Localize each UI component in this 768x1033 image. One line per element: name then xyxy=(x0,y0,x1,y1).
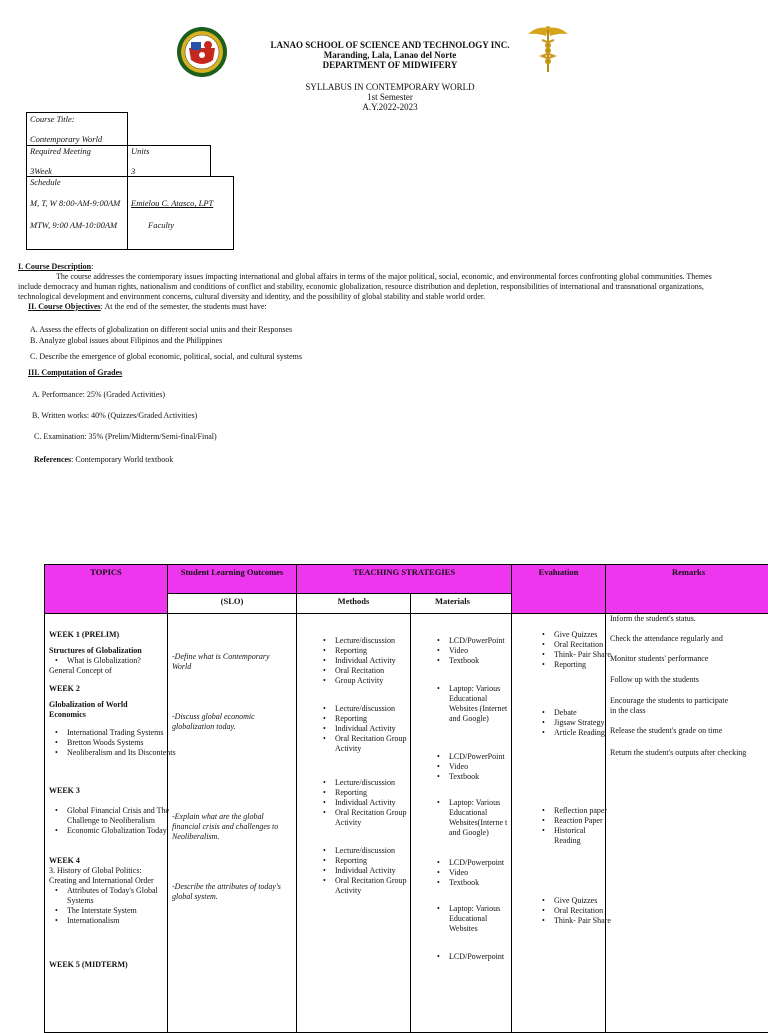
header-remarks: Remarks xyxy=(605,564,768,614)
week-4-subtitle: 3. History of Global Politics: Creating and International Order xyxy=(49,866,154,885)
remark-6: Release the student's grade on time xyxy=(610,726,723,735)
week-2-subtitle: Globalization of World Economics xyxy=(49,700,128,719)
list-item: • What is Globalization? xyxy=(67,656,183,666)
grade-performance: A. Performance: 25% (Graded Activities) xyxy=(32,390,166,399)
references: References: Contemporary World textbook xyxy=(34,455,174,464)
units-value: 3 xyxy=(131,166,136,176)
list-item: • Individual Activity xyxy=(335,866,427,876)
list-item: • Reflection paper xyxy=(554,806,614,816)
list-item: • Oral Recitation Group Activity xyxy=(335,808,427,828)
list-item: • LCD/Powerpoint xyxy=(449,858,529,868)
list-item: • Textbook xyxy=(449,878,529,888)
list-item: • Give Quizzes xyxy=(554,630,620,640)
list-item: • Historical Reading xyxy=(554,826,614,846)
list-item: • Video xyxy=(449,868,529,878)
list-item: • Laptop: Various Educational Websites xyxy=(449,904,515,934)
list-item: • Reporting xyxy=(335,788,427,798)
list-item: • Individual Activity xyxy=(335,656,427,666)
week-1-subtitle: Structures of Globalization xyxy=(49,646,142,655)
school-address: Maranding, Lala, Lanao del Norte xyxy=(323,50,457,60)
header-topics: TOPICS xyxy=(44,564,168,614)
materials-week-1b xyxy=(431,684,515,724)
week-3-list xyxy=(49,806,181,836)
list-item: • Debate xyxy=(554,708,620,718)
grades-heading: III. Computation of Grades xyxy=(28,368,123,377)
list-item: • Video xyxy=(449,646,529,656)
evaluation-cell xyxy=(511,613,611,1033)
topics-cell xyxy=(44,613,176,1033)
schedule-box xyxy=(26,176,128,250)
evaluation-week-3 xyxy=(536,806,614,846)
list-item: • Reporting xyxy=(554,660,620,670)
week-1-list xyxy=(49,656,183,666)
header-slo: Student Learning Outcomes xyxy=(167,564,297,594)
methods-cell xyxy=(296,613,411,1033)
schedule-label: Schedule xyxy=(30,177,61,187)
remark-2: Check the attendance regularly and xyxy=(610,634,723,643)
slo-week-1: -Define what is Contemporary World xyxy=(172,652,270,671)
grade-written: B. Written works: 40% (Quizzes/Graded Activities) xyxy=(32,411,198,420)
list-item: • Lecture/discussion xyxy=(335,704,427,714)
objective-a: A. Assess the effects of globalization on different social units and their Responses xyxy=(30,325,293,334)
units-box xyxy=(127,145,211,177)
course-title-value: Contemporary World xyxy=(30,134,103,144)
header-methods: Methods xyxy=(296,593,411,614)
required-meeting-label: Required Meeting xyxy=(30,146,91,156)
week-4-label: WEEK 4 xyxy=(49,856,80,865)
week-1-label: WEEK 1 (PRELIM) xyxy=(49,630,120,639)
schedule-2: MTW, 9:00 AM-10:00AM xyxy=(30,220,118,230)
week-4-list xyxy=(49,886,179,926)
header-evaluation: Evaluation xyxy=(511,564,606,614)
remarks-cell xyxy=(605,613,768,1033)
list-item: • Economic Globalization Today xyxy=(67,826,181,836)
list-item: • The Interstate System xyxy=(67,906,179,916)
list-item: • Reaction Paper xyxy=(554,816,614,826)
list-item: • Think- Pair Share xyxy=(554,650,620,660)
list-item: • Article Reading xyxy=(554,728,620,738)
required-meeting-value: 3Week xyxy=(30,166,52,176)
list-item: • Lecture/discussion xyxy=(335,778,427,788)
instructor-box xyxy=(127,176,234,250)
instructor-role: Faculty xyxy=(148,220,174,230)
list-item: • Oral Recitation xyxy=(554,906,620,916)
week-2-list xyxy=(49,728,179,758)
list-item: • Internationalism xyxy=(67,916,179,926)
header-teaching-strategies: TEACHING STRATEGIES xyxy=(296,564,512,594)
instructor-name: Emielou C. Atasco, LPT xyxy=(131,198,214,208)
list-item: • Reporting xyxy=(335,646,427,656)
list-item: • Bretton Woods Systems xyxy=(67,738,179,748)
units-label: Units xyxy=(131,146,150,156)
list-item: • International Trading Systems xyxy=(67,728,179,738)
remark-7: Return the student's outputs after checking xyxy=(610,748,747,757)
slo-week-3: -Explain what are the global financial crisis and challenges to Neoliberalism. xyxy=(172,812,279,841)
header-materials: Materials xyxy=(410,593,512,614)
list-item: • Laptop: Various Educational Websites(Interne t and Google) xyxy=(449,798,513,838)
list-item: • LCD/PowerPoint xyxy=(449,636,529,646)
week-5-label: WEEK 5 (MIDTERM) xyxy=(49,960,128,969)
materials-week-3b xyxy=(431,904,515,934)
list-item: • Neoliberalism and Its Discontents xyxy=(67,748,179,758)
list-item: • Reporting xyxy=(335,714,427,724)
school-name: LANAO SCHOOL OF SCIENCE AND TECHNOLOGY INC. xyxy=(270,40,510,50)
remark-3: Monitor students' performance xyxy=(610,654,709,663)
semester: 1st Semester xyxy=(367,92,413,102)
list-item: • Oral Recitation Group Activity xyxy=(335,876,427,896)
department-name: DEPARTMENT OF MIDWIFERY xyxy=(322,60,458,70)
list-item: • Attributes of Today's Global Systems xyxy=(67,886,179,906)
schedule-1: M, T, W 8:00-AM-9:00AM xyxy=(30,198,121,208)
slo-cell xyxy=(167,613,297,1033)
description-heading: I. Course Description xyxy=(18,262,92,271)
slo-week-4: -Describe the attributes of today's global system. xyxy=(172,882,281,901)
week-1-concept: General Concept of xyxy=(49,666,112,675)
list-item: • Individual Activity xyxy=(335,798,427,808)
description-text: The course addresses the contemporary issues impacting international and global affairs in terms of the major political, social, economic, and environmental forces confronting global communities. Themes include democracy and human rights, nationalism and conditions of conflict and stability, economic globalization, resource distribution and depletion, responsibilities of international and transnational organizations, technological development and environment concerns, cultural diversity and identity, and the possibility of global stability and stable world order. xyxy=(18,272,712,301)
academic-year: A.Y.2022-2023 xyxy=(362,102,418,112)
list-item: • Oral Recitation xyxy=(335,666,427,676)
list-item: • LCD/PowerPoint xyxy=(449,752,529,762)
list-item: • Textbook xyxy=(449,656,529,666)
list-item: • Oral Recitation Group Activity xyxy=(335,734,427,754)
list-item: • Give Quizzes xyxy=(554,896,620,906)
materials-week-2b xyxy=(431,798,513,838)
course-title-label: Course Title: xyxy=(30,114,75,124)
objective-b: B. Analyze global issues about Filipinos and the Philippines xyxy=(30,336,223,345)
list-item: • Jigsaw Strategy xyxy=(554,718,620,728)
header-slo-sub: (SLO) xyxy=(167,593,297,614)
list-item: • Textbook xyxy=(449,772,529,782)
list-item: • Oral Recitation xyxy=(554,640,620,650)
week-2-label: WEEK 2 xyxy=(49,684,80,693)
course-title-box xyxy=(26,112,128,146)
remark-4: Follow up with the students xyxy=(610,675,699,684)
materials-cell xyxy=(410,613,512,1033)
list-item: • Lecture/discussion xyxy=(335,636,427,646)
week-3-label: WEEK 3 xyxy=(49,786,80,795)
remark-1: Inform the student's status. xyxy=(610,614,696,623)
required-meeting-box xyxy=(26,145,128,177)
list-item: • Laptop: Various Educational Websites (Internet and Google) xyxy=(449,684,515,724)
list-item: • LCD/Powerpoint xyxy=(449,952,529,962)
list-item: • Think- Pair Share xyxy=(554,916,620,926)
slo-week-2: -Discuss global economic globalization today. xyxy=(172,712,255,731)
course-description: I. Course Description: The course addresses the contemporary issues impacting international and global affairs in terms of the major political, social, economic, and environmental forces confronting global communities. Themes include democracy and human rights, nationalism and conditions of conflict and stability, economic globalization, resource distribution and depletion, responsibilities of international and transnational organizations, technological development and environment concerns, cultural diversity and identity, and the possibility of global stability and stable world order. xyxy=(18,262,712,301)
list-item: • Lecture/discussion xyxy=(335,846,427,856)
list-item: • Reporting xyxy=(335,856,427,866)
remark-5: Encourage the students to participate in the class xyxy=(610,696,729,715)
list-item: • Group Activity xyxy=(335,676,427,686)
list-item: • Video xyxy=(449,762,529,772)
syllabus-title: SYLLABUS IN CONTEMPORARY WORLD xyxy=(305,82,475,92)
list-item: • Global Financial Crisis and The Challenge to Neoliberalism xyxy=(67,806,181,826)
course-objectives-heading: II. Course Objectives: At the end of the semester, the students must have: xyxy=(28,302,267,311)
grade-examination: C. Examination: 35% (Prelim/Midterm/Semi-final/Final) xyxy=(34,432,217,441)
list-item: • Individual Activity xyxy=(335,724,427,734)
objective-c: C. Describe the emergence of global economic, political, social, and cultural systems xyxy=(30,352,302,361)
